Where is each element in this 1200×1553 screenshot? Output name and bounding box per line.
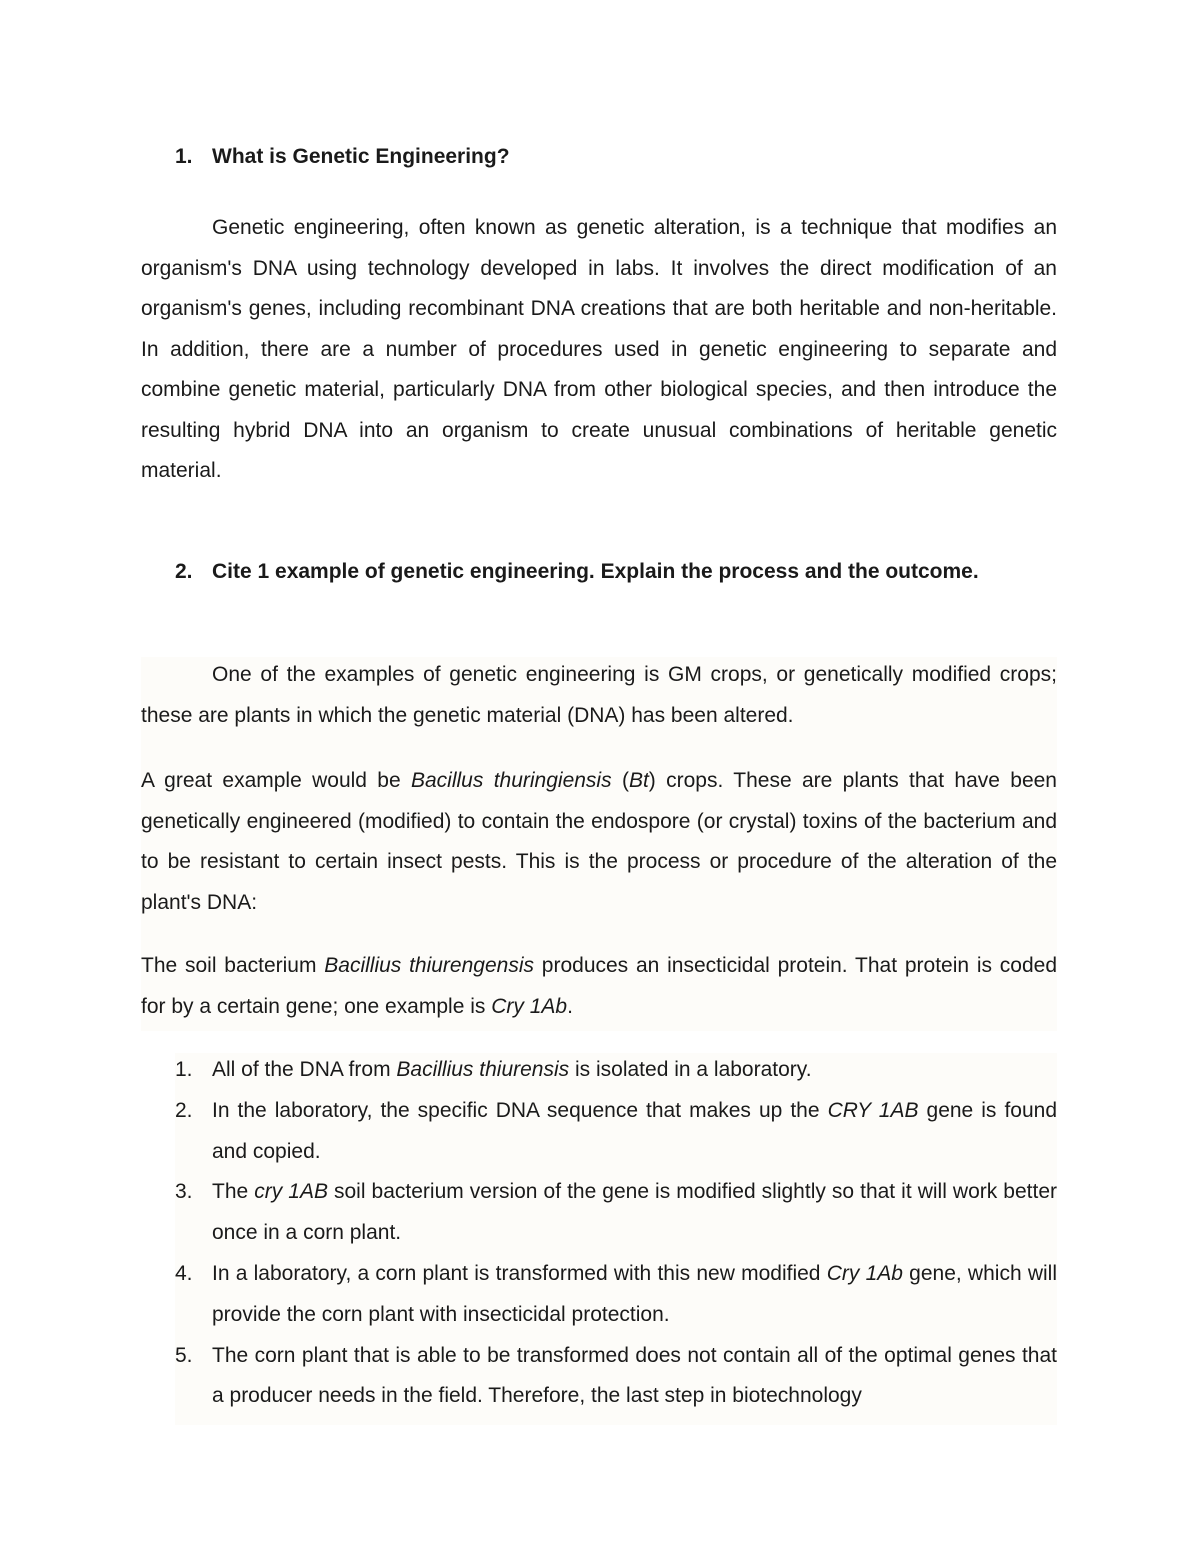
gene-name: Cry 1Ab (491, 994, 568, 1018)
question-1-title: What is Genetic Engineering? (212, 145, 510, 168)
question-1-heading (175, 136, 1057, 177)
list-item: 2. In the laboratory, the specific DNA sequence that makes up the CRY 1AB gene is found and copied. (175, 1098, 1057, 1163)
question-2-title: Cite 1 example of genetic engineering. Explain the process and the outcome. (212, 560, 979, 583)
list-item: 3. The cry 1AB soil bacterium version of the gene is modified slightly so that it will work better once in a corn plant. (175, 1180, 1057, 1245)
question-2-number: 2. (175, 560, 193, 583)
question-2-intro: One of the examples of genetic engineering is GM crops, or genetically modified crops; these are plants in which the genetic material (DNA) has been altered. (141, 663, 1057, 727)
bt-crops-paragraph: A great example would be Bacillus thuringiensis (Bt) crops. These are plants that have been genetically engineered (modified) to contain the endospore (or crystal) toxins of the bacterium and to be resistant to certain insect pests. This is the process or procedure of the alteration of the plant's DNA: (141, 769, 1057, 914)
process-steps-list (175, 1050, 1057, 1417)
soil-bacterium-paragraph: The soil bacterium Bacillius thiurengensis produces an insecticidal protein. That protein is coded for by a certain gene; one example is Cry 1Ab. (141, 954, 1058, 1018)
species-name: Bacillius thiurengensis (324, 954, 534, 977)
question-1-answer: Genetic engineering, often known as genetic alteration, is a technique that modifies an organism's DNA using technology developed in labs. It involves the direct modification of an organism's genes, including recombinant DNA creations that are both heritable and non-heritable. In addition, there are a number of procedures used in genetic engineering to separate and combine genetic material, particularly DNA from other biological species, and then introduce the resulting hybrid DNA into an organism to create unusual combinations of heritable genetic material. (141, 216, 1057, 482)
list-item: 4. In a laboratory, a corn plant is transformed with this new modified Cry 1Ab gene, which will provide the corn plant with insecticidal protection. (175, 1261, 1057, 1326)
species-name: Bacillus thuringiensis (411, 769, 612, 792)
species-abbreviation: Bt (628, 769, 649, 792)
list-item: 5. The corn plant that is able to be transformed does not contain all of the optimal genes that a producer needs in the field. Therefore, the last step in biotechnology (175, 1343, 1057, 1408)
question-2-heading (175, 551, 1057, 633)
list-item: 1. All of the DNA from Bacillius thiurensis is isolated in a laboratory. (175, 1058, 812, 1081)
question-1-number: 1. (175, 145, 193, 168)
